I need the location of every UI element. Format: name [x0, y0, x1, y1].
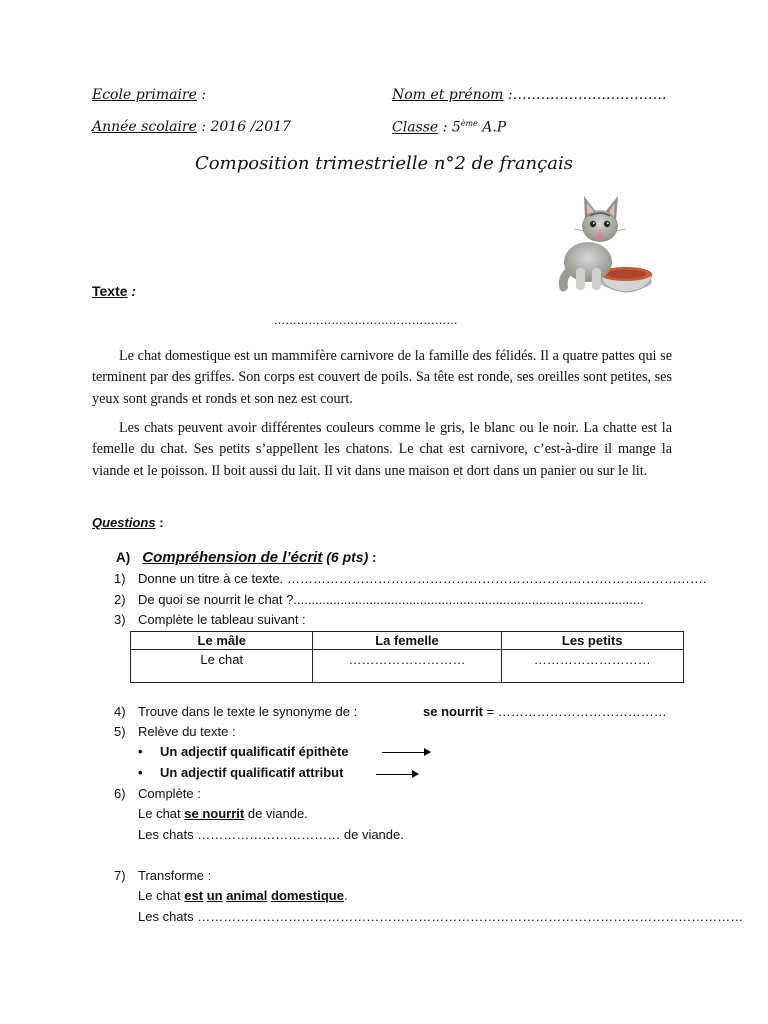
- question-7-line-2: Les chats ………………………………………………………………………………………………………………: [138, 909, 744, 924]
- arrow-icon: [382, 752, 430, 753]
- question-5: 5) Relève du texte :: [114, 724, 236, 739]
- question-6-line-1: Le chat se nourrit de viande.: [138, 806, 308, 821]
- class-label: Classe: [392, 119, 439, 136]
- question-6-line-2: Les chats …………………………… de viande.: [138, 827, 404, 842]
- school-year-label: Année scolaire: [92, 119, 197, 135]
- bullet-epithete: • Un adjectif qualificatif épithète: [138, 744, 349, 759]
- table-header: Le mâle: [131, 632, 313, 650]
- text-label: Texte :: [92, 283, 137, 299]
- text-title-blank: …………………………………………: [274, 314, 458, 327]
- answer-table: [130, 631, 684, 683]
- question-1: 1) Donne un titre à ce texte. …………………………………………………………………………………….: [114, 571, 707, 586]
- arrow-icon: [376, 774, 418, 775]
- question-4-answer: se nourrit = …………………………………: [423, 704, 667, 719]
- question-6: 6) Complète :: [114, 786, 201, 801]
- name-field: [392, 87, 667, 103]
- section-a-heading: A) Compréhension de l’écrit (6 pts) :: [116, 549, 377, 566]
- question-7-line-1: Le chat est un animal domestique.: [138, 888, 348, 903]
- question-3: 3) Complète le tableau suivant :: [114, 612, 306, 627]
- school-label: Ecole primaire: [92, 87, 197, 103]
- table-header: Les petits: [501, 632, 684, 650]
- table-cell: ………………………: [501, 650, 684, 683]
- section-a-title: Compréhension de l’écrit: [142, 549, 323, 566]
- school-field: Ecole primaire :: [92, 87, 207, 103]
- paragraph-2: Les chats peuvent avoir différentes couleurs comme le gris, le blanc ou le noir. La chatte est la femelle du chat. Ses petits s’appellent les chatons. Le chat est carnivore, c’est-à-dire il mange la viande et le poisson. Il boit aussi du lait. Il vit dans une maison et dort dans un panier ou sur le lit.: [92, 420, 672, 479]
- name-value: :……………………………: [503, 87, 667, 103]
- table-header-row: [131, 632, 684, 650]
- name-label: Nom et prénom: [392, 87, 504, 103]
- question-7: 7) Transforme :: [114, 868, 212, 883]
- table-header: La femelle: [313, 632, 501, 650]
- page-title: Composition trimestrielle n°2 de français: [195, 153, 573, 174]
- bullet-attribut: • Un adjectif qualificatif attribut: [138, 765, 344, 780]
- class-field: Classe : 5ème A.P: [392, 119, 507, 136]
- question-4: 4) Trouve dans le texte le synonyme de :: [114, 704, 358, 719]
- table-cell: ………………………: [313, 650, 501, 683]
- question-2: 2) De quoi se nourrit le chat ?.................................................................................................: [114, 592, 644, 607]
- kitten-with-food-bowl-icon: [548, 190, 660, 300]
- table-row: [131, 650, 684, 683]
- questions-label: Questions :: [92, 515, 164, 530]
- school-year-value: : 2016 /2017: [196, 119, 291, 135]
- school-year-field: [92, 119, 291, 135]
- paragraph-1: Le chat domestique est un mammifère carnivore de la famille des félidés. Il a quatre pattes qui se terminent par des griffes. Son corps est couvert de poils. Sa tête est ronde, ses oreilles sont petites, ses yeux sont grands et ronds et son nez est court.: [92, 348, 672, 407]
- table-cell: Le chat: [131, 650, 313, 683]
